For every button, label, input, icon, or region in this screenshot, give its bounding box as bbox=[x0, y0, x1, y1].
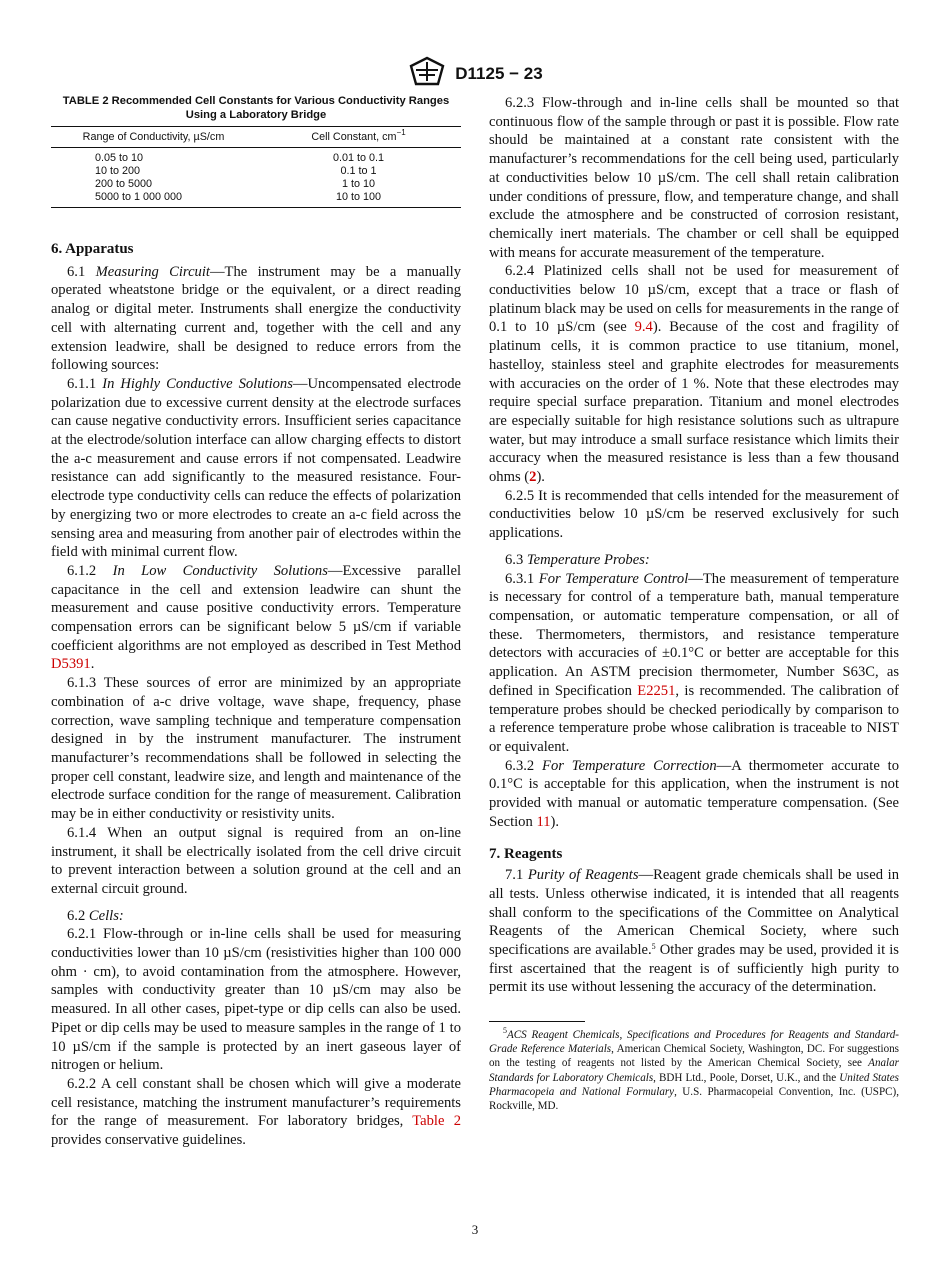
table-cell-constant: 10 to 100 bbox=[256, 191, 461, 208]
footnote-divider bbox=[489, 1021, 585, 1022]
table-2 bbox=[51, 94, 461, 208]
footnote-marker: 5 bbox=[651, 941, 656, 951]
page-header bbox=[0, 56, 950, 91]
table-row bbox=[51, 148, 461, 166]
paragraph-6-1-2: 6.1.2 In Low Conductivity Solutions—Excessive parallel capacitance in the cell and extension leadwire can shunt the measurement and cause positive conductivity errors. Temperature compensation errors can be significant below 5 µS/cm if variable coefficient algorithms are not employed as described in Test Method D5391. bbox=[51, 562, 461, 673]
table-cell-constant: 0.1 to 1 bbox=[340, 165, 377, 177]
paragraph-6-3: 6.3 Temperature Probes: bbox=[505, 551, 650, 568]
right-column bbox=[489, 94, 899, 1113]
table-cell-constant: 0.01 to 0.1 bbox=[332, 152, 385, 164]
paragraph-6-3-1: 6.3.1 For Temperature Control—The measurement of temperature is necessary for control of a temperature bath, manual temperature compensation, or automatic temperature compensation, or all of these. Thermometers, thermistors, and resistance temperature detectors with accuracies of ±0.1°C or better are acceptable for this application. An ASTM precision thermometer, Number S63C, as defined in Specification E2251, is recommended. The calibration of temperature probes should be checked periodically by comparison to a reference temperature probe whose calibration is traceable to NIST or equivalent. bbox=[489, 570, 900, 755]
cell-constant-table bbox=[51, 126, 461, 208]
paragraph-6-1-3: 6.1.3 These sources of error are minimized by an appropriate combination of a-c drive voltage, wave shape, frequency, phase correction, wave sampling technique and temperature compensation designed in by the instrument manufacturer. The instrument manufacturer’s recommendations shall be followed in selecting the proper cell constant, leadwire size, and length and maintenance of the electrode surface condition for the range of measurement. Calibration may be in either conductivity or resistivity units. bbox=[51, 675, 461, 823]
table-2-title: TABLE 2 Recommended Cell Constants for Various Conductivity Ranges Using a Laboratory Bridge bbox=[62, 95, 450, 121]
table-cell-range: 0.05 to 10 bbox=[95, 152, 144, 164]
link-table-2[interactable]: Table 2 bbox=[412, 1113, 461, 1130]
document-designation: D1125 − 23 bbox=[455, 63, 543, 83]
link-d5391[interactable]: D5391 bbox=[51, 656, 91, 673]
paragraph-6-1: 6.1 Measuring Circuit—The instrument may be a manually operated wheatstone bridge or the equivalent, or a direct reading analog or digital meter. Instruments shall energize the conductivity cell with alternating current and, together with the cell and any extension leadwire, shall be designed to reduce errors from the following sources: bbox=[51, 263, 461, 374]
paragraph-6-2-4: 6.2.4 Platinized cells shall not be used for measurement of conductivities below 10 µS/cm, except that a trace or flash of platinum black may be used on cells for measurements in the range of 0.1 to 10 µS/cm (see 9.4). Because of the cost and fragility of platinum cells, it is common practice to use titanium, monel, hastelloy, stainless steel and graphite electrodes for measurements with accuracies on the order of 1 %. Note that these electrodes may require special surface preparation. Titanium and monel electrodes are especially suitable for high resistance solutions such as ultrapure water, but may introduce a small surface resistance which limits their accuracy when the measured resistance is less than a few thousand ohms (2). bbox=[489, 263, 899, 486]
astm-logo-icon bbox=[407, 56, 447, 91]
page-number: 3 bbox=[471, 1222, 479, 1237]
paragraph-6-2-1: 6.2.1 Flow-through or in-line cells shall be used for measuring conductivities lower than 10 µS/cm (resistivities higher than 100 000 ohm · cm), to avoid contamination from the atmosphere. However, samples with conductivity greater than 10 µS/cm may also be measured. In all other cases, pipet-type or dip cells can also be used. Pipet or dip cells may be used to measure samples in the range of 1 to 10 µS/cm if the sample is protected by an inert gaseous layer of nitrogen or helium. bbox=[51, 926, 461, 1074]
paragraph-6-1-1: 6.1.1 In Highly Conductive Solutions—Uncompensated electrode polarization due to excessive current density at the electrode surfaces can cause negative conductivity errors. Insufficient series capacitance at the electrode/solution interface can allow charging effects to distort the a-c measurement and cause errors if not compensated. Leadwire resistance can add significantly to the measured resistance. Four-electrode type conductivity cells can reduce the effects of polarization by energizing two or more electrodes to create an a-c field across the sensing area and measuring from another pair of electrodes within the field with minimal current flow. bbox=[51, 375, 461, 561]
paragraph-6-1-4: 6.1.4 When an output signal is required from an on-line instrument, it shall be electrically isolated from the cell drive circuit to prevent interaction between a solution ground at the cell and an external circuit ground. bbox=[51, 824, 461, 897]
paragraph-6-2-3: 6.2.3 Flow-through and in-line cells shall be mounted so that continuous flow of the sample through or past it is possible. Flow rate should be maintained at a constant rate consistent with the manufacturer’s recommendations for the cell being used, particularly at conductivities below 10 µS/cm. The cell shall retain calibration under conditions of pressure, flow, and temperature change, and shall exclude the atmosphere and be constructed of corrosion resistant, chemically inert materials. The chamber or cell shall be equipped with means for accurate measurement of the temperature. bbox=[489, 95, 899, 261]
section-heading-reagents: 7. Reagents bbox=[489, 846, 563, 863]
table-cell-range: 200 to 5000 bbox=[95, 178, 153, 190]
table-header-constant: Cell Constant, $cm^{-1}$ bbox=[256, 127, 461, 148]
table-cell-range: 10 to 200 bbox=[95, 165, 141, 177]
table-row bbox=[51, 165, 461, 178]
link-section-11[interactable]: 11 bbox=[536, 813, 551, 830]
paragraph-6-2: 6.2 Cells: bbox=[67, 907, 124, 924]
link-reference-2[interactable]: 2 bbox=[529, 469, 537, 486]
table-cell-range: 5000 to 1 000 000 bbox=[51, 191, 256, 208]
section-heading-apparatus: 6. Apparatus bbox=[51, 241, 134, 257]
link-e2251[interactable]: E2251 bbox=[637, 682, 676, 699]
paragraph-6-3-2: 6.3.2 For Temperature Correction—A thermometer accurate to 0.1°C is acceptable for this application, when the instrument is not provided with manual or automatic temperature compensation. (See Section 11). bbox=[489, 757, 899, 830]
table-header-range: Range of Conductivity, µS/cm bbox=[51, 127, 256, 148]
paragraph-6-2-5: 6.2.5 It is recommended that cells intended for the measurement of conductivities below 10 µS/cm be reserved exclusively for such applications. bbox=[489, 487, 899, 542]
table-row bbox=[51, 191, 461, 208]
footnote-5: $^5$ACS Reagent Chemicals, Specifications and Procedures for Reagents and Standard-Grade Reference Materials, American Chemical Society, Washington, DC. For suggestions on the testing of reagents not listed by the American Chemical Society, see Analar Standards for Laboratory Chemicals, BDH Ltd., Poole, Dorset, U.K., and the United States Pharmacopeia and National Formulary, U.S. Pharmacopeial Convention, Inc. (USPC), Rockville, MD. bbox=[489, 1026, 900, 1113]
table-cell-constant: 1 to 10 bbox=[341, 178, 376, 190]
left-column bbox=[51, 94, 461, 1150]
paragraph-6-2-2: 6.2.2 A cell constant shall be chosen which will give a moderate cell resistance, matching the instrument manufacturer’s requirements for the range of measurement. For laboratory bridges, Table 2 provides conservative guidelines. bbox=[51, 1075, 461, 1149]
link-section-9-4[interactable]: 9.4 bbox=[634, 319, 653, 336]
table-row bbox=[51, 178, 461, 191]
paragraph-7-1: 7.1 Purity of Reagents—Reagent grade chemicals shall be used in all tests. Unless otherwise indicated, it is intended that all reagents shall conform to the specifications of the Committee on Analytical Reagents of the American Chemical Society, where such specifications are available.$^5$ Other grades may be used, provided it is first ascertained that the reagent is of sufficiently high purity to permit its use without lessening the accuracy of the determination. bbox=[489, 867, 899, 996]
